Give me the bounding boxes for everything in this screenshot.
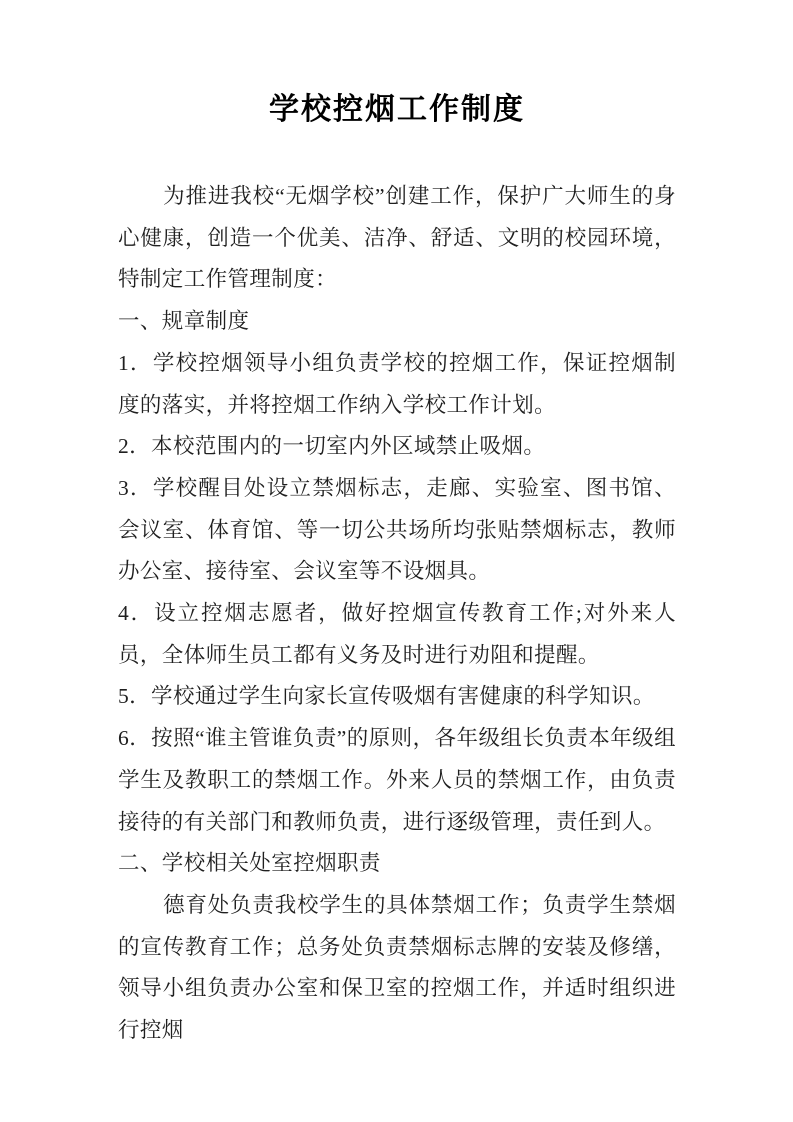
section-heading-2: 二、学校相关处室控烟职责: [118, 851, 381, 876]
closing-paragraph: 德育处负责我校学生的具体禁烟工作；负责学生禁烟的宣传教育工作；总务处负责禁烟标志牌的安装及修缮，领导小组负责办公室和保卫室的控烟工作，并适时组织进行控烟: [118, 892, 676, 1043]
numbered-item-5: 5．学校通过学生向家长宣传吸烟有害健康的科学知识。: [118, 684, 655, 709]
numbered-item-4: 4．设立控烟志愿者，做好控烟宣传教育工作;对外来人员，全体师生员工都有义务及时进行劝阻和提醒。: [118, 601, 676, 667]
document-title: 学校控烟工作制度: [269, 93, 525, 126]
section-heading-1: 一、规章制度: [118, 309, 250, 334]
intro-paragraph: 为推进我校“无烟学校”创建工作，保护广大师生的身心健康，创造一个优美、洁净、舒适、文明的校园环境，特制定工作管理制度：: [118, 184, 676, 292]
numbered-item-3: 3．学校醒目处设立禁烟标志，走廊、实验室、图书馆、会议室、体育馆、等一切公共场所均张贴禁烟标志，教师办公室、接待室、会议室等不设烟具。: [118, 475, 676, 584]
numbered-item-6: 6．按照“谁主管谁负责”的原则，各年级组长负责本年级组学生及教职工的禁烟工作。外来人员的禁烟工作，由负责接待的有关部门和教师负责，进行逐级管理，责任到人。: [118, 726, 676, 834]
numbered-item-2: 2．本校范围内的一切室内外区域禁止吸烟。: [118, 434, 546, 459]
numbered-item-1: 1．学校控烟领导小组负责学校的控烟工作，保证控烟制度的落实，并将控烟工作纳入学校工作计划。: [118, 350, 676, 417]
